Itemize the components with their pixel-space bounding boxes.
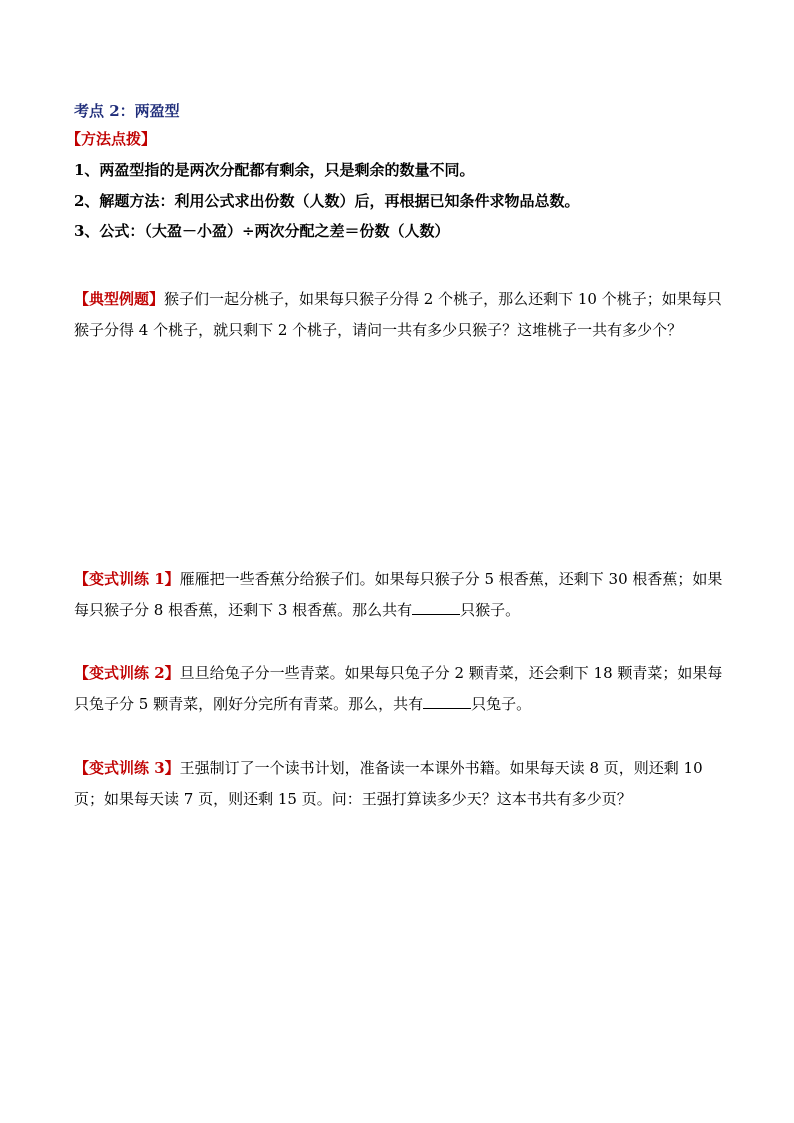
training-label-3: 【变式训练 3】 — [74, 759, 180, 777]
example-problem — [74, 284, 724, 346]
training-label-1: 【变式训练 1】 — [74, 570, 180, 588]
answer-blank-2[interactable] — [423, 694, 471, 709]
section-title: 考点 2：两盈型 — [74, 102, 180, 120]
method-item-3: 3、公式：（大盈－小盈）÷两次分配之差＝份数（人数） — [74, 222, 450, 240]
training-text-1-end: 只猴子。 — [460, 601, 521, 619]
method-label: 【方法点拨】 — [66, 130, 157, 148]
training-text-2: 旦旦给兔子分一些青菜。如果每只兔子分 2 颗青菜，还会剩下 18 颗青菜；如果每只兔子分 5 颗青菜，刚好分完所有青菜。那么，共有 — [74, 664, 723, 713]
training-text-2-end: 只兔子。 — [471, 695, 532, 713]
training-problem-2 — [74, 658, 724, 720]
example-text: 猴子们一起分桃子，如果每只猴子分得 2 个桃子，那么还剩下 10 个桃子；如果每只猴子分得 4 个桃子，就只剩下 2 个桃子，请问一共有多少只猴子？这堆桃子一共有多少个？ — [74, 290, 722, 339]
method-item-1: 1、两盈型指的是两次分配都有剩余，只是剩余的数量不同。 — [74, 161, 475, 179]
training-label-2: 【变式训练 2】 — [74, 664, 180, 682]
training-problem-1 — [74, 564, 724, 626]
training-problem-3 — [74, 753, 724, 815]
training-text-3: 王强制订了一个读书计划，准备读一本课外书籍。如果每天读 8 页，则还剩 10 页；如果每天读 7 页，则还剩 15 页。问：王强打算读多少天？这本书共有多少页？ — [74, 759, 703, 808]
example-label: 【典型例题】 — [74, 290, 165, 308]
answer-blank-1[interactable] — [412, 600, 460, 615]
method-item-2: 2、解题方法：利用公式求出份数（人数）后，再根据已知条件求物品总数。 — [74, 192, 580, 210]
training-text-1: 雁雁把一些香蕉分给猴子们。如果每只猴子分 5 根香蕉，还剩下 30 根香蕉；如果每只猴子分 8 根香蕉，还剩下 3 根香蕉。那么共有 — [74, 570, 723, 619]
